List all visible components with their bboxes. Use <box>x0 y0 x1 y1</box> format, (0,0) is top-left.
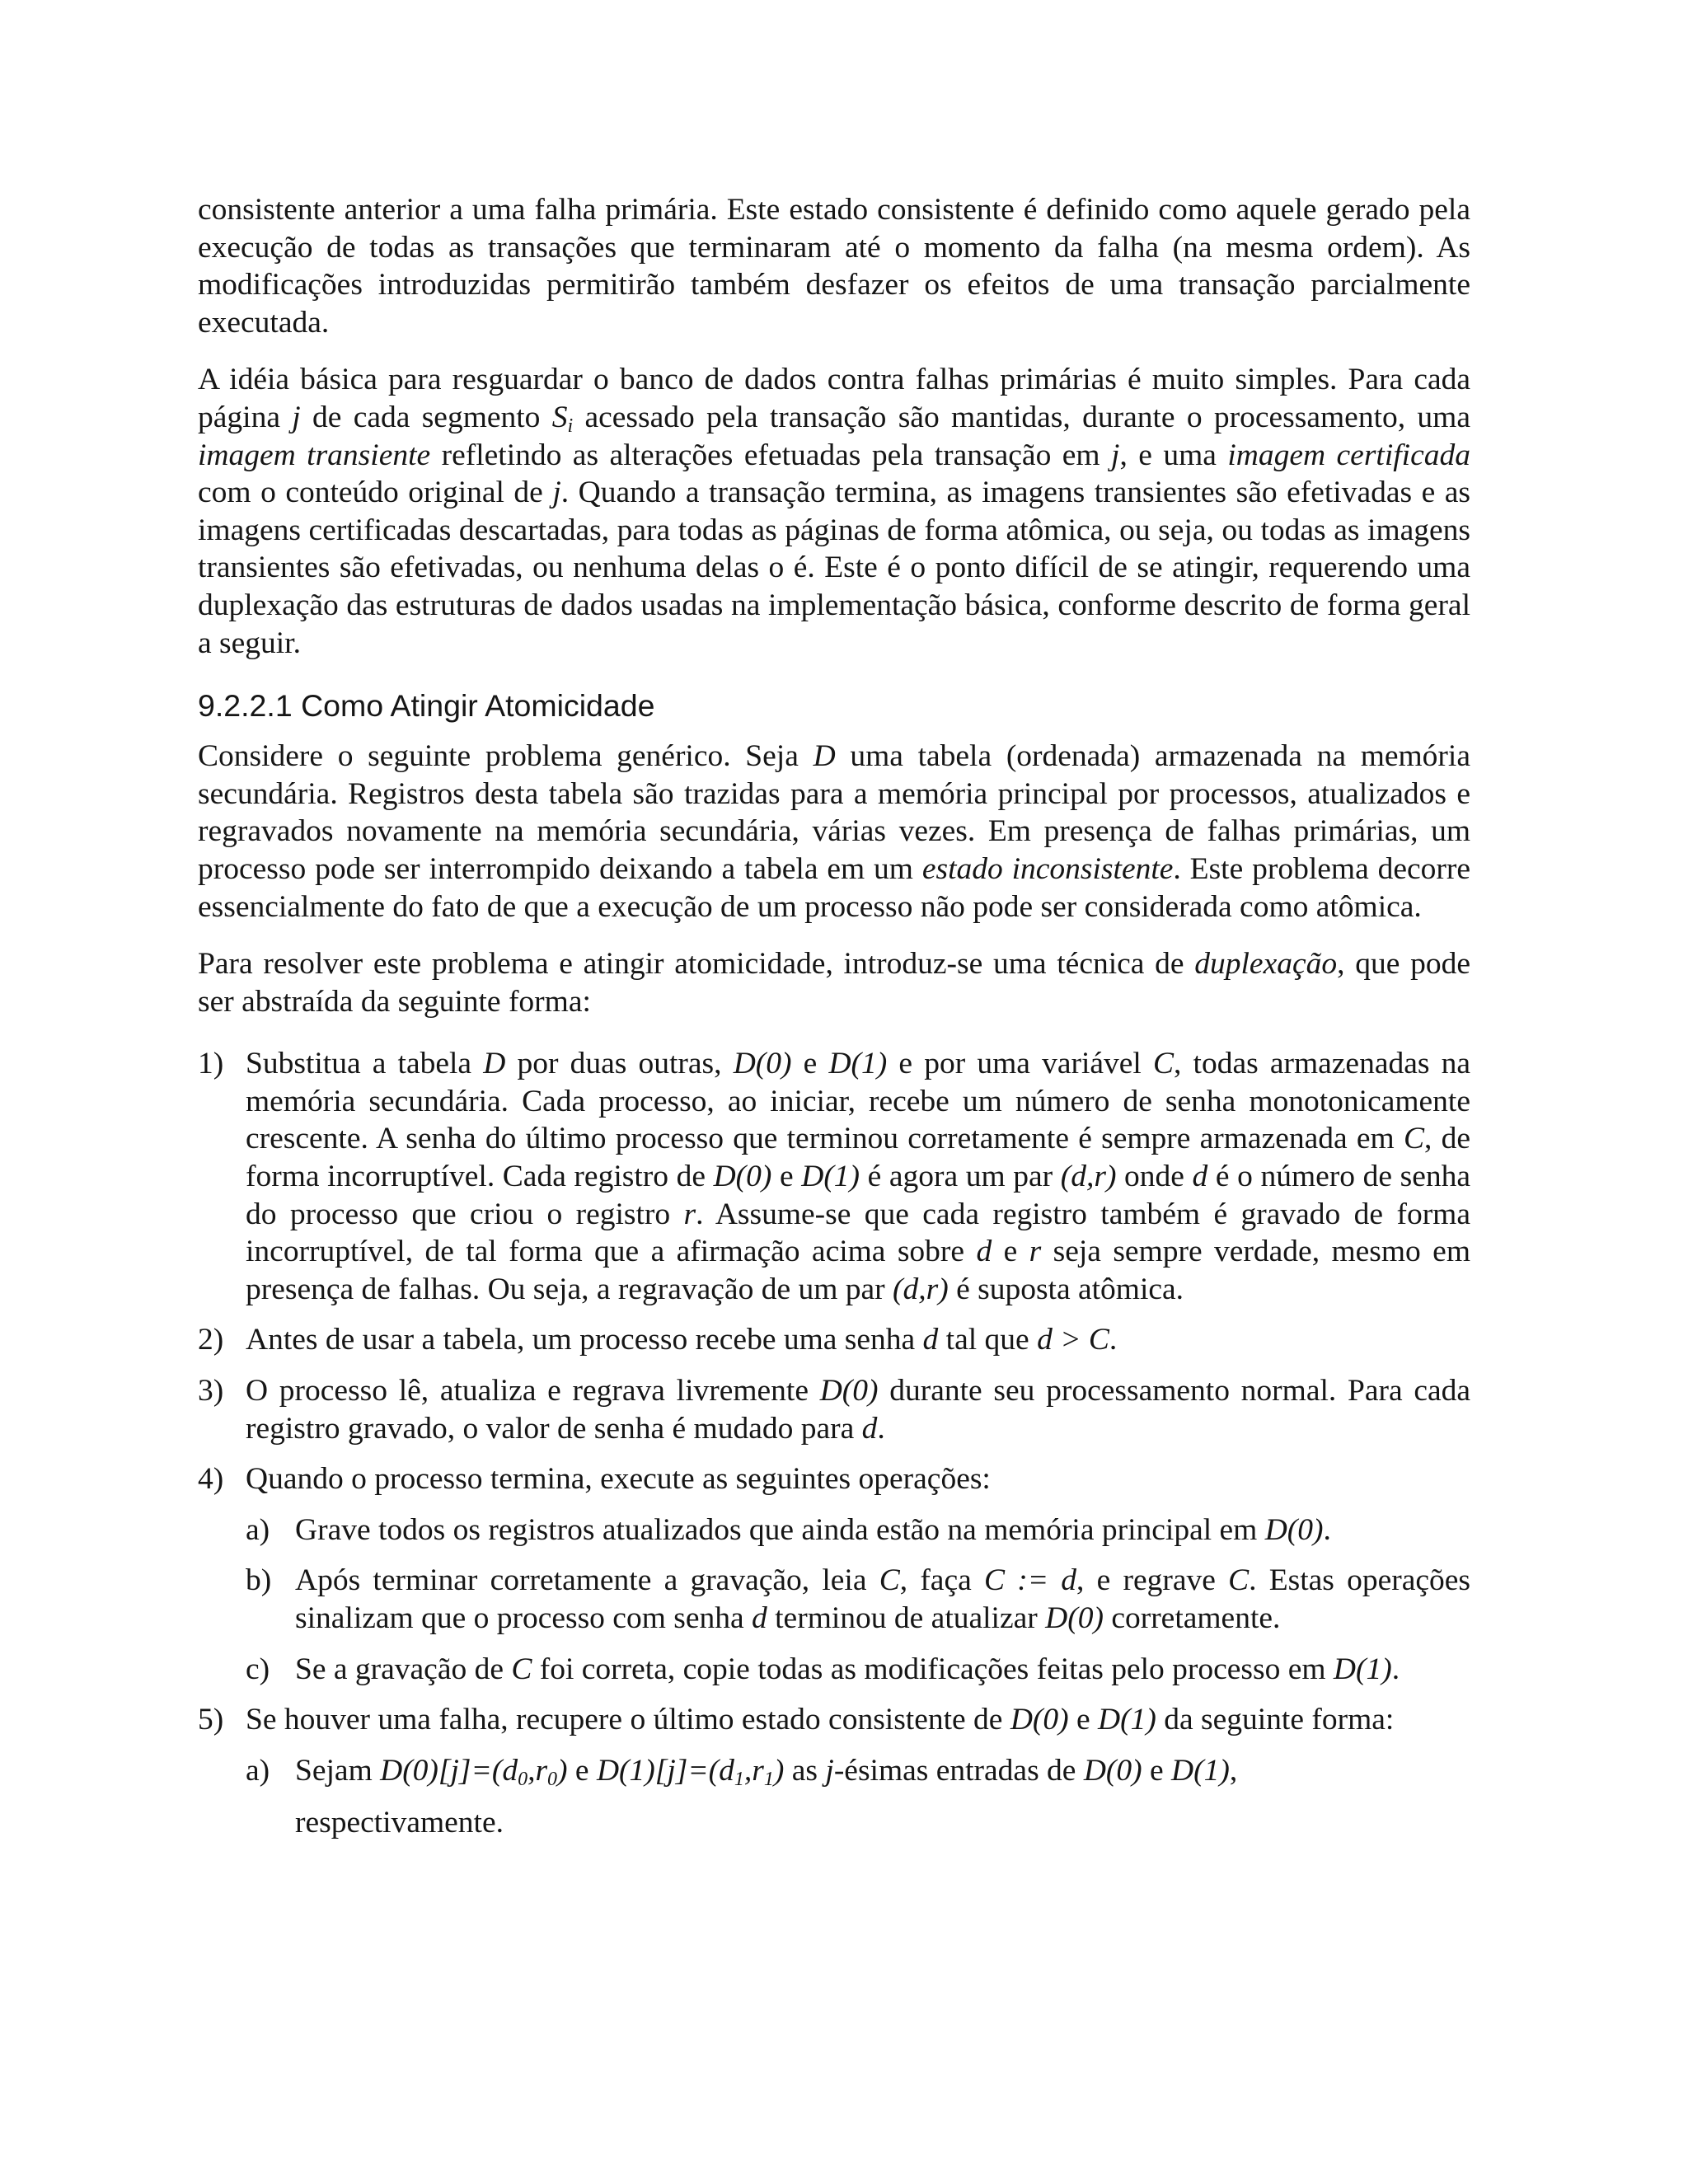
italic-run: C <box>511 1652 532 1686</box>
italic-run: D(0) <box>1045 1601 1104 1635</box>
text-run: , faça <box>899 1563 984 1598</box>
text-run: e <box>791 1047 829 1081</box>
italic-run: duplexação <box>1194 947 1338 982</box>
text-run: . Assume-se que cada registro também é gravado de forma incorruptível, de tal forma que a afirmação acima sobre <box>246 1197 1470 1269</box>
italic-run: j <box>1111 438 1120 472</box>
sub-list-item <box>246 1651 1470 1689</box>
italic-run: d <box>976 1235 992 1269</box>
italic-run: imagem transiente <box>198 438 431 472</box>
italic-run: d <box>1192 1160 1208 1194</box>
subscript-run: 1 <box>763 1768 774 1790</box>
italic-run: D(0) <box>713 1160 772 1194</box>
paragraph-problem <box>198 738 1470 926</box>
list-number: 5) <box>198 1703 224 1737</box>
italic-run: j <box>825 1753 834 1788</box>
text-run: corretamente. <box>1103 1601 1281 1635</box>
italic-run: D(1) <box>801 1160 860 1194</box>
text-run: acessado pela transação são mantidas, durante o processamento, uma <box>573 400 1470 434</box>
text-run: da seguinte forma: <box>1156 1703 1395 1737</box>
italic-run: C <box>1228 1563 1250 1598</box>
text-run: e <box>771 1160 802 1194</box>
text-run: , e regrave <box>1076 1563 1229 1598</box>
list-item-text: Quando o processo termina, execute as seguintes operações: <box>246 1462 991 1497</box>
list-number: 3) <box>198 1374 224 1408</box>
paragraph-duplexing <box>198 945 1470 1020</box>
text-run: -ésimas entradas de <box>833 1753 1084 1788</box>
text-run: as <box>784 1753 826 1788</box>
text-run: Se houver uma falha, recupere o último estado consistente de <box>246 1703 1010 1737</box>
italic-run: D(0) <box>819 1374 879 1408</box>
italic-run: D <box>813 739 836 774</box>
list-item-text <box>246 1372 1470 1447</box>
subscript-run: 0 <box>547 1768 558 1790</box>
italic-run: d > C <box>1037 1323 1109 1357</box>
list-item-text <box>246 1701 1470 1739</box>
list-number: 1) <box>198 1047 224 1081</box>
text-run: , <box>1229 1753 1238 1788</box>
text-run: O processo lê, atualiza e regrava livremente <box>246 1374 820 1408</box>
list-item-text <box>246 1321 1470 1359</box>
text-run: Grave todos os registros atualizados que ainda estão na memória principal em <box>295 1512 1265 1547</box>
text-run: A idéia básica para resguardar o banco de dados contra falhas primárias é muito simples. Para cada página <box>198 363 1470 434</box>
italic-run: D(1) <box>1333 1652 1392 1686</box>
italic-run: d <box>861 1411 878 1446</box>
text-run: Considere o seguinte problema genérico. Seja <box>198 739 814 774</box>
italic-run: D(1) <box>1171 1753 1230 1788</box>
text-run: durante seu processamento normal. Para cada registro gravado, o valor de senha é mudado para <box>246 1374 1470 1446</box>
text-run: tal que <box>938 1323 1038 1357</box>
list-item-text <box>246 1045 1470 1308</box>
italic-run: (d,r) <box>893 1272 949 1306</box>
text-run: Para resolver este problema e atingir atomicidade, introduz-se uma técnica de <box>198 947 1195 982</box>
list-item <box>198 1701 1470 1842</box>
italic-run <box>380 1754 567 1788</box>
list-item <box>198 1460 1470 1688</box>
text-run: Sejam <box>295 1753 381 1788</box>
text-run: Antes de usar a tabela, um processo recebe uma senha <box>246 1323 923 1357</box>
text-run: . <box>1391 1652 1400 1686</box>
italic-run: D(0) <box>1010 1703 1069 1737</box>
italic-run <box>551 400 574 437</box>
sub-list-letter: c) <box>246 1652 270 1686</box>
italic-run: r <box>1029 1235 1042 1269</box>
sub-list-letter: a) <box>246 1753 270 1788</box>
italic-run: D(0) <box>1264 1512 1324 1547</box>
sub-list-letter: a) <box>246 1512 270 1547</box>
text-run: S <box>551 400 568 434</box>
italic-run: C := d <box>983 1563 1076 1598</box>
list-item <box>198 1321 1470 1359</box>
italic-run: C <box>879 1563 900 1598</box>
text-run: e <box>1068 1703 1099 1737</box>
text-run: ) <box>557 1753 568 1788</box>
text-run: ,r <box>528 1753 548 1788</box>
text-run: . Quando a transação termina, as imagens transientes são efetivadas e as imagens certificadas descartadas, para todas as páginas de forma atômica, ou seja, ou todas as imagens transientes são efetivadas, ou nenhuma delas o é. Este é o ponto difícil de se atingir, requerendo uma duplexação das estruturas de dados usadas na implementação básica, conforme descrito de forma geral a seguir. <box>198 476 1470 660</box>
text-run: . Este problema decorre essencialmente do fato de que a execução de um processo não pode ser considerada como atômica. <box>198 851 1470 924</box>
italic-run: D(1) <box>828 1047 888 1081</box>
section-heading: 9.2.2.1 Como Atingir Atomicidade <box>198 688 655 724</box>
text-run: ,r <box>743 1753 764 1788</box>
italic-run: d <box>752 1601 767 1635</box>
paragraph-basic-idea <box>198 361 1470 662</box>
text-run: por duas outras, <box>505 1047 734 1081</box>
list-number: 2) <box>198 1323 224 1357</box>
paragraph-intro: consistente anterior a uma falha primária. Este estado consistente é definido como aquele gerado pela execução de todas as transações que terminaram até o momento da falha (na mesma ordem). As modificações introduzidas permitirão também desfazer os efeitos de uma transação parcialmente executada. <box>198 193 1470 340</box>
sub-list-item <box>246 1511 1470 1549</box>
text-run: Se a gravação de <box>295 1652 512 1686</box>
text-run: . <box>1109 1323 1118 1357</box>
text-run: , e uma <box>1119 438 1228 472</box>
italic-run: C <box>1152 1047 1174 1081</box>
subscript-run: i <box>567 415 574 437</box>
list-item <box>198 1372 1470 1447</box>
text-run: onde <box>1116 1160 1193 1194</box>
text-run: e <box>1142 1753 1172 1788</box>
italic-run: imagem certificada <box>1227 438 1470 472</box>
text-run: . Estas operações sinalizam que o processo com senha <box>295 1563 1470 1635</box>
text-run: é suposta atômica. <box>948 1272 1184 1306</box>
text-run: D(1)[j]=(d <box>596 1753 734 1788</box>
text-run: e por uma variável <box>887 1047 1153 1081</box>
text-run: e <box>992 1235 1029 1269</box>
italic-run: j <box>552 476 561 510</box>
text-run: , todas armazenadas na memória secundária. Cada processo, ao iniciar, recebe um número de senha monotonicamente crescente. A senha do último processo que terminou corretamente é sempre armazenada em <box>246 1047 1470 1156</box>
italic-run: C <box>1403 1122 1424 1156</box>
text-run: seja sempre verdade, mesmo em presença de falhas. Ou seja, a regravação de um par <box>246 1235 1470 1306</box>
text-run: Após terminar corretamente a gravação, leia <box>295 1563 879 1598</box>
sub-list-continuation: respectivamente. <box>295 1806 504 1840</box>
italic-run <box>597 1754 784 1788</box>
subscript-run: 0 <box>518 1768 528 1790</box>
italic-run: D <box>483 1047 506 1081</box>
text-run: de cada segmento <box>300 400 552 434</box>
text-run: com o conteúdo original de <box>198 476 553 510</box>
list-item <box>198 1045 1470 1308</box>
text-run: , de forma incorruptível. Cada registro de <box>246 1122 1470 1194</box>
sub-list-item <box>246 1562 1470 1637</box>
italic-run: D(1) <box>1098 1703 1156 1737</box>
italic-run: D(0) <box>733 1047 792 1081</box>
text-run: Substitua a tabela <box>246 1047 484 1081</box>
list-number: 4) <box>198 1462 224 1497</box>
text-run: . <box>1323 1512 1331 1547</box>
italic-run: (d,r) <box>1060 1160 1117 1194</box>
subscript-run: 1 <box>734 1768 744 1790</box>
text-run: é o número de senha do processo que criou o registro <box>246 1160 1470 1231</box>
text-run: uma tabela (ordenada) armazenada na memória secundária. Registros desta tabela são trazidas para a memória principal por processos, atualizados e regravados novamente na memória secundária, várias vezes. Em presença de falhas primárias, um processo pode ser interrompido deixando a tabela em um <box>198 739 1470 886</box>
italic-run: D(0) <box>1083 1753 1142 1788</box>
sub-list-item <box>246 1752 1470 1842</box>
sub-list-letter: b) <box>246 1563 272 1598</box>
text-run: , que pode ser abstraída da seguinte forma: <box>198 947 1470 1019</box>
text-run: . <box>877 1411 885 1446</box>
italic-run: estado inconsistente <box>921 851 1174 886</box>
text-run: D(0)[j]=(d <box>380 1753 518 1788</box>
text-run: e <box>567 1753 597 1788</box>
italic-run: j <box>292 400 301 434</box>
text-run: foi correta, copie todas as modificações feitas pelo processo em <box>532 1652 1334 1686</box>
italic-run: d <box>922 1323 939 1357</box>
italic-run: r <box>683 1197 696 1231</box>
numbered-list <box>198 1045 1470 1842</box>
text-run: terminou de atualizar <box>767 1601 1046 1635</box>
text-run: é agora um par <box>860 1160 1061 1194</box>
text-run: ) <box>773 1753 785 1788</box>
text-run: refletindo as alterações efetuadas pela transação em <box>430 438 1112 472</box>
